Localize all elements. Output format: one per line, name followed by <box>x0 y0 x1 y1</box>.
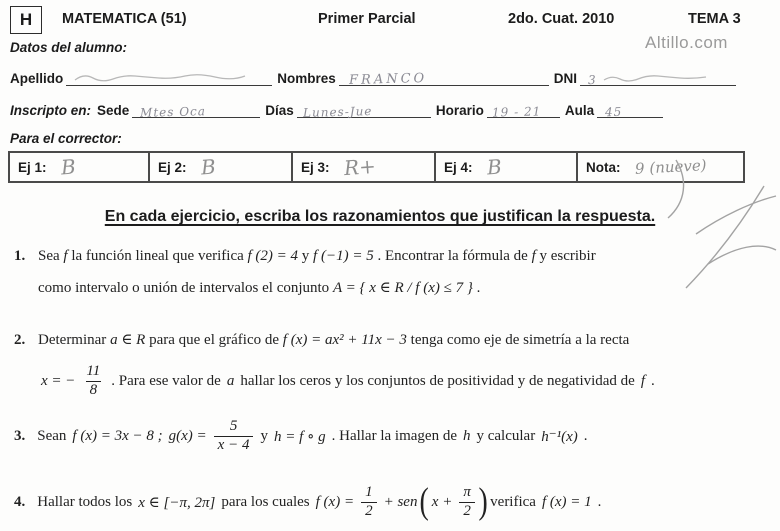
exercise-2-text: tenga como eje de simetría a la recta <box>410 332 630 348</box>
fraction-numerator: 1 <box>365 484 373 501</box>
exercise-2-math: a ∈ R <box>110 332 146 348</box>
exercise-2-line-2 <box>14 358 772 404</box>
exercise-4-fraction-2 <box>459 484 475 520</box>
ej3-grade-handwriting: R+ <box>342 153 377 181</box>
exercise-2-text: Determinar <box>38 332 107 348</box>
exercise-3-math: g(x) = <box>168 427 207 444</box>
dni-handwriting: 3 <box>587 72 597 88</box>
dni-label: DNI <box>553 71 578 86</box>
inscripto-label: Inscripto en: <box>10 103 92 118</box>
nombres-handwriting: FRANCO <box>348 70 428 89</box>
apellido-handwriting-scribble <box>72 71 250 84</box>
student-data-heading: Datos del alumno: <box>10 40 128 55</box>
exercise-1-math: f <box>63 248 68 264</box>
fraction-denominator: x − 4 <box>214 436 254 454</box>
exercise-3-text: . Hallar la imagen de <box>331 427 457 444</box>
exercise-3-text: Sean <box>37 427 67 444</box>
exercise-3-math: f (x) = 3x − 8 ; <box>72 427 163 444</box>
exercise-4-math: x + <box>431 493 453 510</box>
exercise-1-text: y escribir <box>539 248 596 264</box>
course-title: MATEMATICA (51) <box>62 11 187 27</box>
exercise-4-fraction-1 <box>361 484 377 520</box>
tema-letter-box <box>10 6 42 34</box>
horario-handwriting: 19 - 21 <box>491 104 542 120</box>
exam-title: Primer Parcial <box>318 11 416 27</box>
aula-handwriting: 45 <box>604 104 623 120</box>
exercise-3-math: h⁻¹(x) <box>541 428 578 445</box>
exercise-2-math: f <box>640 372 646 389</box>
horario-label: Horario <box>435 103 484 118</box>
apellido-field <box>66 68 272 86</box>
sede-label: Sede <box>97 103 130 118</box>
dias-field <box>297 100 431 118</box>
exercise-2-number: 2. <box>14 332 26 348</box>
exercise-3-line <box>14 413 772 459</box>
exercise-3-math: h <box>462 427 471 444</box>
ej1-label: Ej 1: <box>18 159 47 175</box>
exercise-2-line-1 <box>14 330 772 349</box>
exercise-2-fraction <box>82 363 104 399</box>
grade-cell-ej3 <box>293 153 436 181</box>
nombres-label: Nombres <box>277 71 336 86</box>
fraction-numerator: π <box>463 484 471 501</box>
exercise-4-math: f (x) = <box>315 493 355 510</box>
exercise-1-math: f (−1) = 5 <box>313 248 374 264</box>
exercise-4-text: . <box>597 493 602 510</box>
exercise-1-text: . <box>476 280 481 296</box>
exercise-1-math: f (2) = 4 <box>247 248 299 264</box>
ej4-label: Ej 4: <box>444 159 473 175</box>
exercise-4-line: 4. Hallar todos los x ∈ [−π, 2π] para los cuales f (x) = $\frac{1}{2}$ + sen ( x + $\frac{\pi}{2}$ ) verifica f (x) = 1 . <box>14 481 602 522</box>
sede-field <box>132 100 260 118</box>
exercise-2-text: hallar los ceros y los conjuntos de positividad y de negatividad de <box>240 372 635 389</box>
ej2-label: Ej 2: <box>158 159 187 175</box>
exercise-1-text: y <box>301 248 310 264</box>
exercise-1-line-1 <box>14 248 772 265</box>
apellido-label: Apellido <box>10 71 64 86</box>
exercise-4-math: f (x) = 1 <box>541 493 592 510</box>
exercise-1-number: 1. <box>14 248 26 264</box>
dni-field <box>580 68 736 86</box>
corrector-heading: Para el corrector: <box>10 131 122 146</box>
ej3-label: Ej 3: <box>301 159 330 175</box>
nota-label: Nota: <box>586 159 621 175</box>
exercise-1-text: . Encontrar la fórmula de <box>377 248 528 264</box>
exercise-3-number: 3. <box>14 427 26 444</box>
ej4-grade-handwriting: B <box>485 154 503 180</box>
exercise-4-math: x ∈ [−π, 2π] <box>138 494 216 511</box>
exercise-1-text: la función lineal que verifica <box>71 248 244 264</box>
grade-cell-ej4 <box>436 153 578 181</box>
fraction-numerator: 5 <box>229 418 238 435</box>
fraction-denominator: 2 <box>459 502 475 520</box>
exercise-2-text: para que el gráfico de <box>149 332 280 348</box>
exercise-1-math: f <box>531 248 536 264</box>
exercise-3-math: h = f ∘ g <box>273 428 326 445</box>
fraction-numerator: 11 <box>86 363 101 380</box>
exercise-4-math: + sen <box>383 493 418 510</box>
instruction-heading: En cada ejercicio, escriba los razonamientos que justifican la respuesta. <box>104 208 656 225</box>
aula-field <box>597 100 663 118</box>
exercise-1-math: A = { x ∈ R / f (x) ≤ 7 } <box>332 280 473 296</box>
exercise-2-math: x = − <box>41 372 76 389</box>
exercise-2-text: . <box>651 372 655 389</box>
grade-cell-ej2 <box>150 153 293 181</box>
form-row-identity <box>10 68 741 89</box>
exercise-3-text: y <box>260 427 268 444</box>
sede-handwriting: Mtes Oca <box>140 104 207 120</box>
exercise-2-text: . Para ese valor de <box>111 372 221 389</box>
exercise-4-text: para los cuales <box>221 493 310 510</box>
dias-handwriting: Lunes-Jue <box>302 104 373 120</box>
exercise-1-text: como intervalo o unión de intervalos el conjunto <box>38 280 330 296</box>
dias-label: Días <box>265 103 294 118</box>
exercise-4-text: verifica <box>490 493 536 510</box>
ej2-grade-handwriting: B <box>199 154 217 180</box>
exercise-4-text: Hallar todos los <box>37 493 133 510</box>
aula-label: Aula <box>564 103 595 118</box>
term-label: 2do. Cuat. 2010 <box>508 11 615 27</box>
exercise-1-text: Sea <box>38 248 60 264</box>
grade-cell-nota <box>578 153 743 181</box>
header <box>0 6 780 32</box>
exercise-3-text: y calcular <box>476 427 536 444</box>
fraction-denominator: 8 <box>86 381 102 399</box>
nombres-field <box>339 68 549 89</box>
exercise-1-line-2 <box>14 278 772 297</box>
form-row-enrollment <box>10 100 668 118</box>
grades-table <box>8 151 745 183</box>
ej1-grade-handwriting: B <box>59 154 77 180</box>
fraction-denominator: 2 <box>361 502 377 520</box>
dni-handwriting-scribble <box>602 71 714 84</box>
tema-label: TEMA 3 <box>688 11 741 27</box>
exercise-2-math: a <box>226 372 235 389</box>
horario-field <box>487 100 560 118</box>
exercise-2-math: f (x) = ax² + 11x − 3 <box>282 332 407 348</box>
nota-grade-handwriting: 9 (nueve) <box>634 156 707 178</box>
exercise-4-number: 4. <box>14 493 26 510</box>
exercise-3-fraction <box>214 418 254 454</box>
exercise-3-text: . <box>583 427 588 444</box>
watermark: Altillo.com <box>645 33 728 52</box>
grade-cell-ej1 <box>10 153 150 181</box>
tema-letter: H <box>19 10 33 29</box>
